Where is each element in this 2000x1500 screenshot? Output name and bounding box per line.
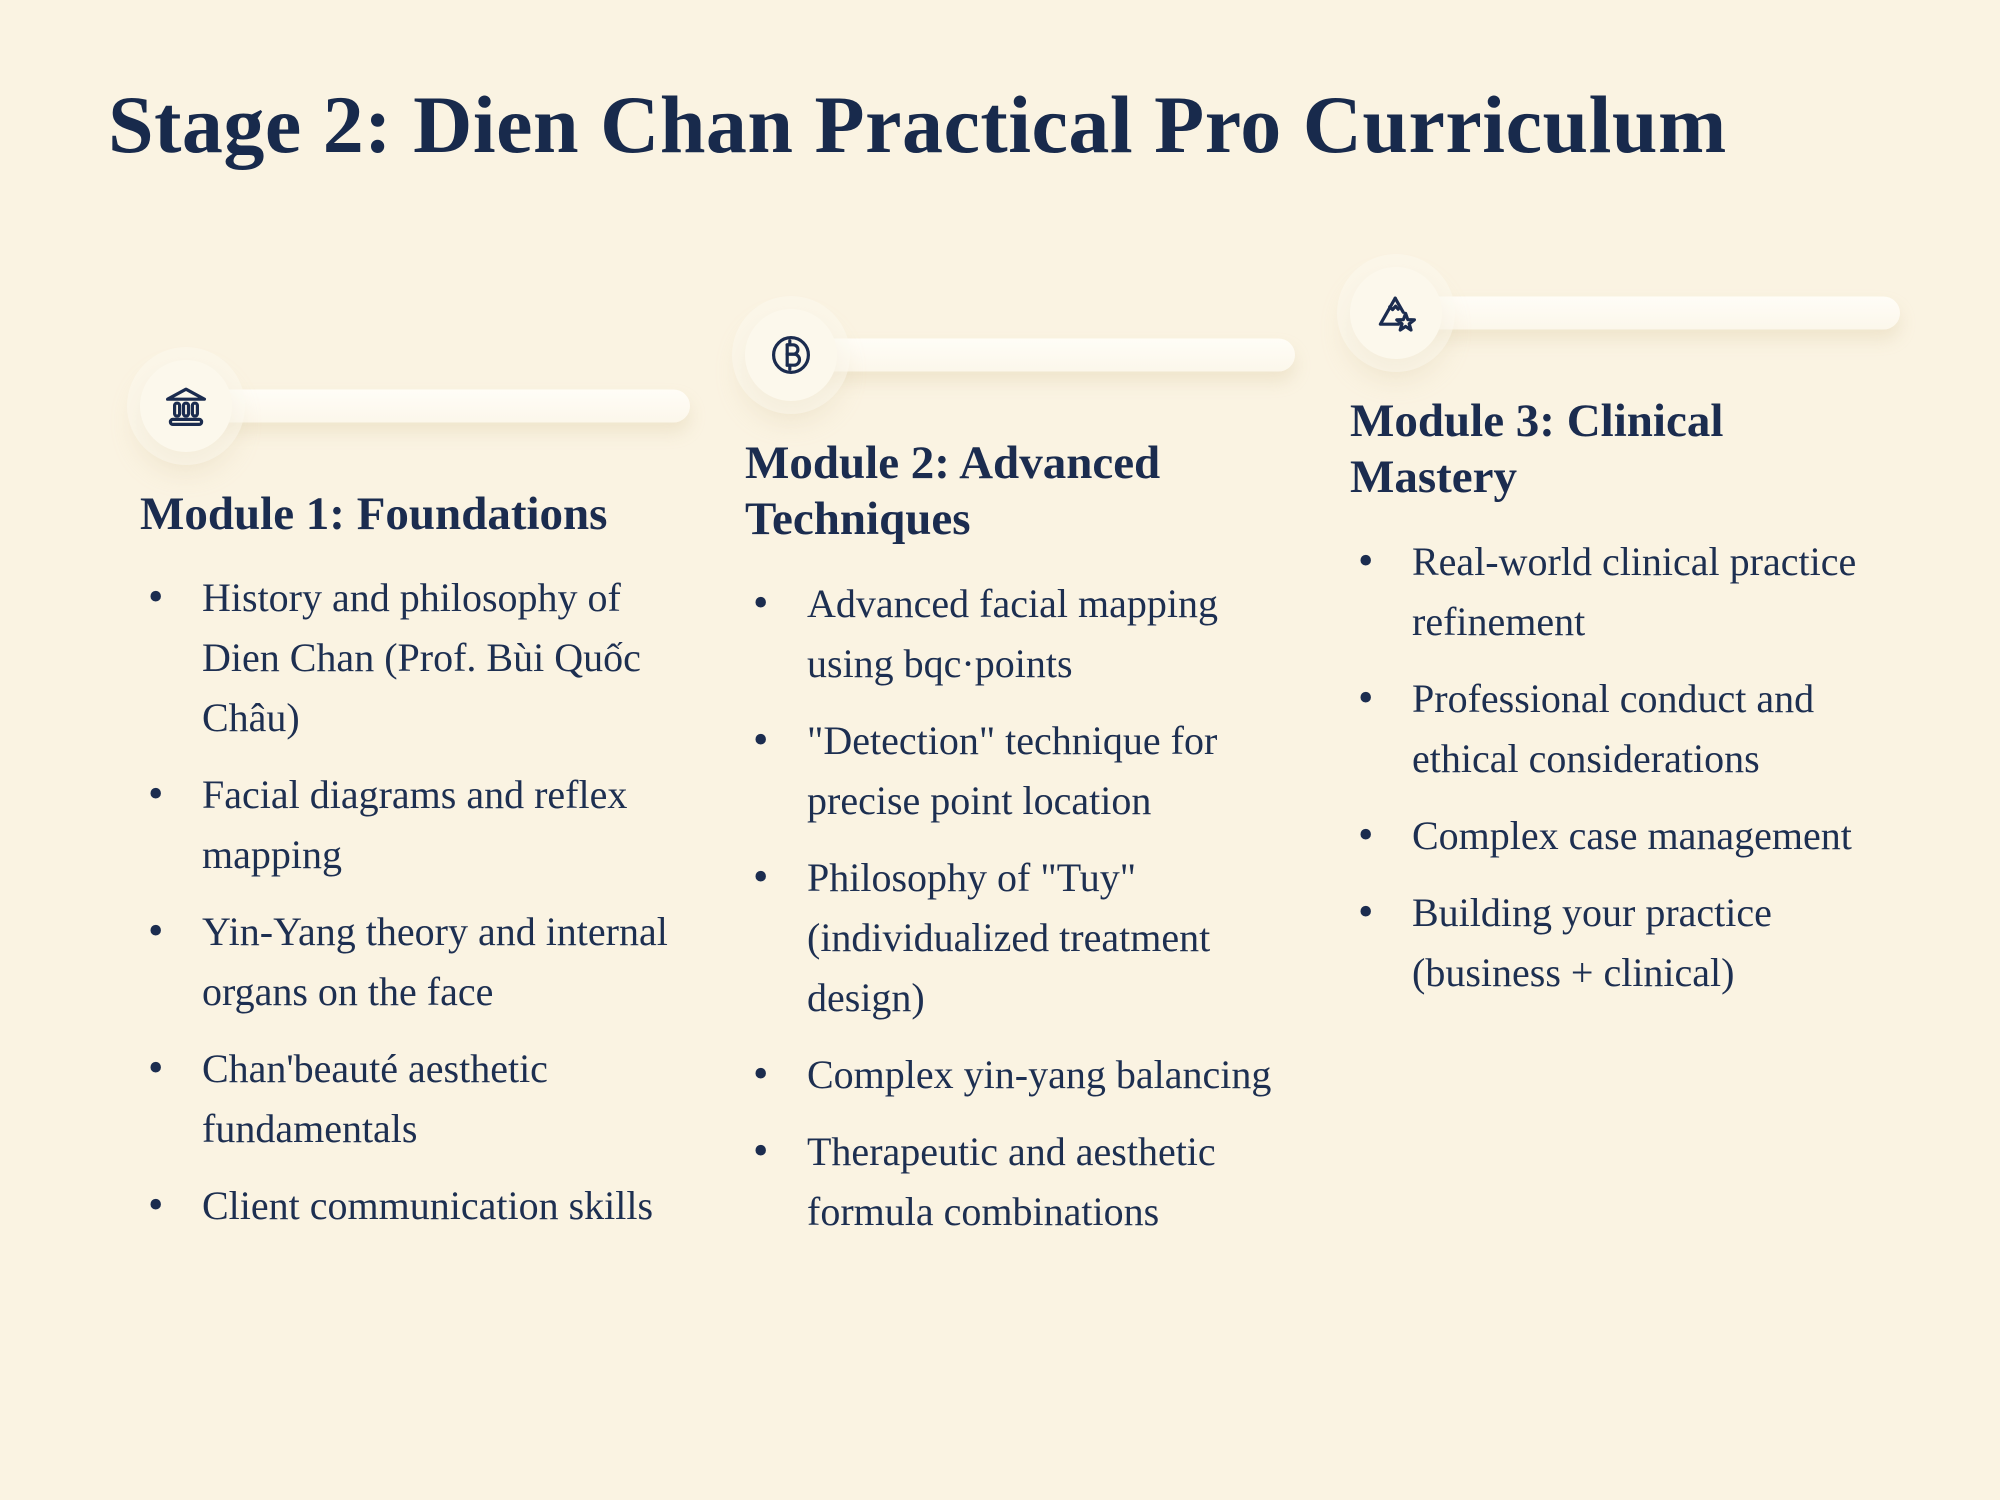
bullet-item: • Professional conduct and ethical considerations (1350, 669, 1878, 789)
page-title: Stage 2: Dien Chan Practical Pro Curriculum (108, 79, 1727, 170)
bank-icon (162, 382, 210, 430)
module-icon-circle (745, 309, 837, 401)
module-column-3 (1350, 267, 1878, 1020)
bullet-item: • History and philosophy of Dien Chan (Prof. Bùi Quốc Châu) (140, 568, 668, 748)
progress-bar (803, 339, 1295, 372)
module-icon-circle (1350, 267, 1442, 359)
mountain-star-icon (1372, 289, 1420, 337)
bullet-item: • Philosophy of "Tuy" (individualized treatment design) (745, 848, 1273, 1028)
bullet-item: • Real-world clinical practice refinement (1350, 532, 1878, 652)
module-icon-circle (140, 360, 232, 452)
bullet-item: • Complex yin-yang balancing (745, 1045, 1273, 1105)
module-1-icon-row (140, 360, 668, 452)
bullet-item: • Therapeutic and aesthetic formula combinations (745, 1122, 1273, 1242)
bullet-item: • Chan'beauté aesthetic fundamentals (140, 1039, 668, 1159)
bitcoin-icon (767, 331, 815, 379)
module-heading: Module 3: Clinical Mastery (1350, 395, 1724, 504)
bullet-item: • Advanced facial mapping using bqc·points (745, 574, 1273, 694)
module-2-icon-row (745, 309, 1273, 401)
bullet-item: • Client communication skills (140, 1176, 668, 1236)
module-bullet-list (745, 574, 1273, 1242)
progress-bar (198, 390, 690, 423)
module-heading: Module 1: Foundations (140, 488, 608, 540)
module-heading: Module 2: Advanced Techniques (745, 437, 1161, 546)
bullet-item: • "Detection" technique for precise point location (745, 711, 1273, 831)
module-column-2 (745, 309, 1273, 1259)
module-column-1 (140, 360, 668, 1253)
bullet-item: • Yin-Yang theory and internal organs on the face (140, 902, 668, 1022)
bullet-item: • Facial diagrams and reflex mapping (140, 765, 668, 885)
progress-bar (1408, 297, 1900, 330)
bullet-item: • Complex case management (1350, 806, 1878, 866)
module-3-icon-row (1350, 267, 1878, 359)
module-bullet-list (1350, 532, 1878, 1003)
module-bullet-list (140, 568, 668, 1236)
bullet-item: • Building your practice (business + clinical) (1350, 883, 1878, 1003)
